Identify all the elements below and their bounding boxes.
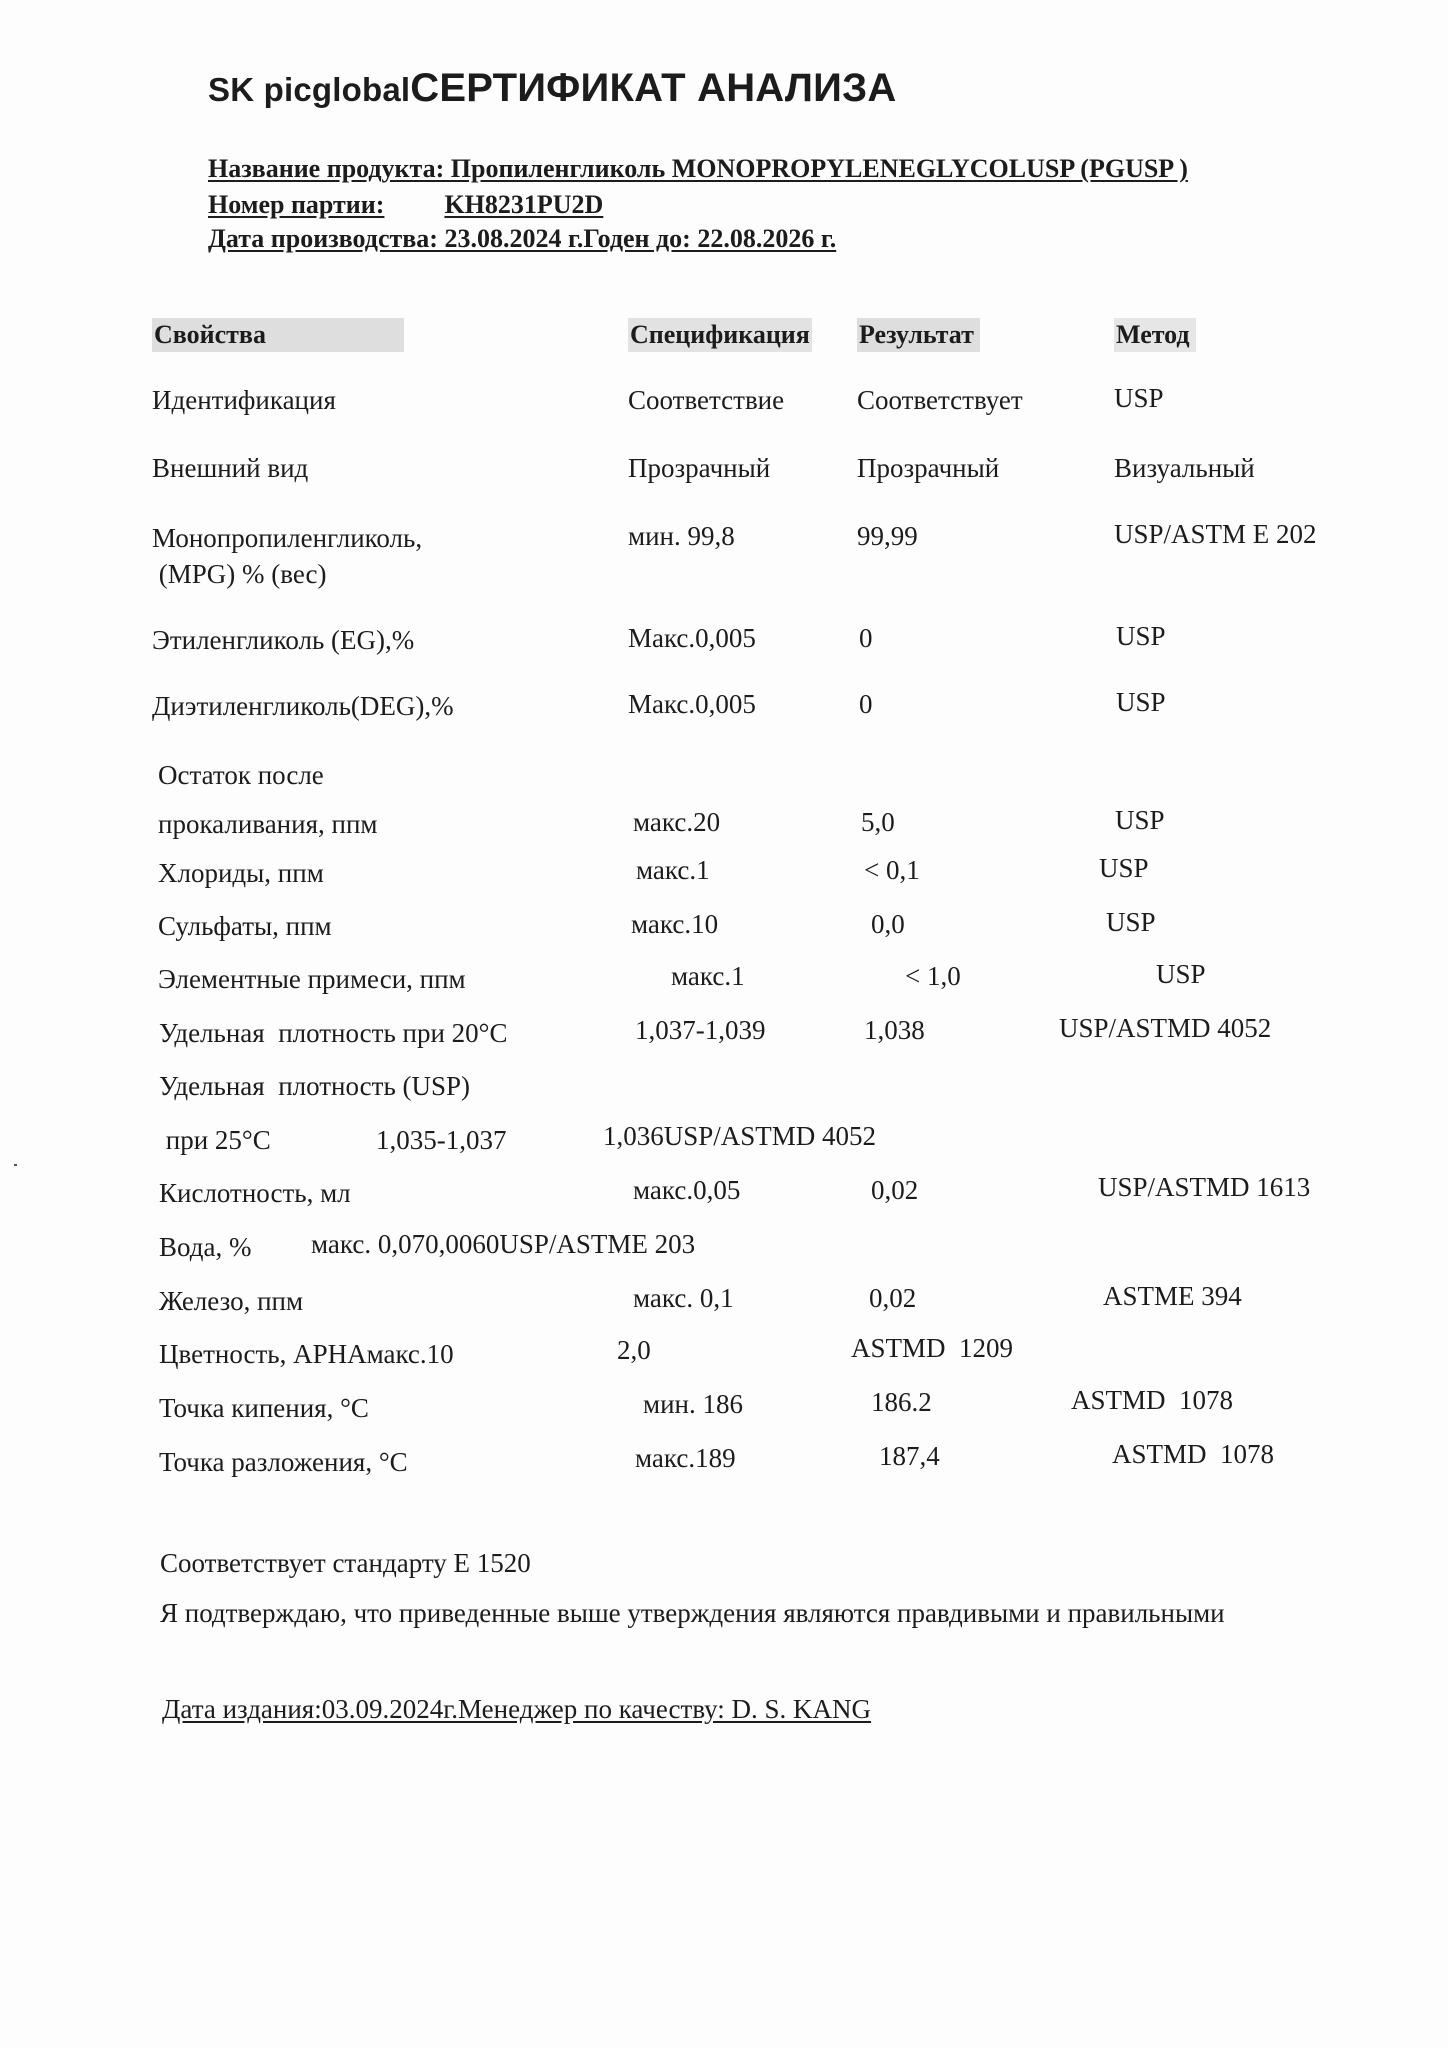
- row-property: Элементные примеси, ппм: [158, 964, 466, 994]
- header-specification: Спецификация: [628, 318, 812, 352]
- row-spec: макс.1: [636, 855, 710, 885]
- row-spec: мин. 186: [643, 1389, 743, 1419]
- row-spec: макс.20: [633, 807, 721, 837]
- dates-line: Дата производства: 23.08.2024 г.Годен до: 22.08.2026 г.: [208, 224, 837, 253]
- row-spec: Макс.0,005: [628, 689, 756, 719]
- batch-number-line: [208, 190, 603, 220]
- row-property: Монопропиленгликоль,: [152, 523, 423, 553]
- row-method: USP: [1099, 853, 1149, 883]
- row-spec: 1,037-1,039: [635, 1015, 766, 1045]
- row-method: USP/ASTMD 4052: [1059, 1013, 1272, 1043]
- row-spec: Соответствие: [628, 385, 785, 415]
- row-spec: макс.10: [631, 909, 719, 939]
- row-method: USP: [1116, 621, 1166, 651]
- row-result: 1,038: [864, 1015, 925, 1045]
- row-property: Точка разложения, °C: [159, 1447, 408, 1477]
- row-result: 0: [859, 623, 873, 653]
- header-method: Метод: [1114, 318, 1196, 352]
- row-method: ASTMD 1078: [1112, 1439, 1275, 1469]
- row-method: USP: [1114, 383, 1164, 413]
- row-result: 186.2: [871, 1387, 932, 1417]
- row-result: 99,99: [857, 521, 918, 551]
- row-spec: мин. 99,8: [628, 521, 735, 551]
- row-spec: Макс.0,005: [628, 623, 756, 653]
- row-property: Хлориды, ппм: [158, 858, 324, 888]
- row-result: 0,02: [869, 1283, 917, 1313]
- batch-label: Номер партии:: [208, 190, 385, 219]
- row-result: 0,02: [871, 1175, 919, 1205]
- row-property: Кислотность, мл: [159, 1178, 351, 1208]
- row-spec: Прозрачный: [628, 453, 771, 483]
- header-property: Свойства: [152, 318, 404, 352]
- row-spec: макс.189: [635, 1443, 736, 1473]
- row-property: Железо, ппм: [159, 1286, 304, 1316]
- row-method: USP/ASTM E 202: [1114, 519, 1317, 549]
- row-property: Этиленгликоль (EG),%: [152, 625, 415, 655]
- row-result: ASTMD 1209: [851, 1333, 1014, 1363]
- row-property-line2: (MPG) % (вес): [152, 559, 327, 589]
- product-name-line: Название продукта: Пропиленгликоль MONOPROPYLENEGLYCOLUSP (PGUSP ): [208, 154, 1188, 183]
- confirmation-statement: Я подтверждаю, что приведенные выше утверждения являются правдивыми и правильными: [160, 1598, 1225, 1628]
- standard-statement: Соответствует стандарту E 1520: [160, 1548, 531, 1578]
- row-spec: макс.1: [671, 961, 745, 991]
- row-result: < 1,0: [905, 961, 961, 991]
- row-method: USP: [1106, 907, 1156, 937]
- row-method: Визуальный: [1114, 453, 1255, 483]
- row-property: Остаток после: [158, 760, 324, 790]
- scan-speck: [14, 1164, 17, 1166]
- document-title: [208, 66, 896, 111]
- row-spec: макс.0,05: [633, 1175, 741, 1205]
- row-property-line2: при 25°C: [159, 1125, 271, 1155]
- row-method: ASTME 394: [1103, 1281, 1242, 1311]
- row-result: 0: [859, 689, 873, 719]
- header-result: Результат: [857, 318, 980, 352]
- row-property: Сульфаты, ппм: [158, 911, 332, 941]
- row-property-line2: прокаливания, ппм: [158, 809, 378, 839]
- issue-date-signature: Дата издания:03.09.2024г.Менеджер по качеству: D. S. KANG: [162, 1694, 872, 1724]
- row-result: 187,4: [879, 1441, 940, 1471]
- row-result: 5,0: [861, 807, 895, 837]
- row-spec: 1,035-1,037: [376, 1125, 507, 1155]
- row-result: Прозрачный: [857, 453, 1000, 483]
- row-property: Внешний вид: [152, 453, 309, 483]
- row-property: Вода, %: [159, 1232, 252, 1262]
- row-method: ASTMD 1078: [1071, 1385, 1234, 1415]
- certificate-title: СЕРТИФИКАТ АНАЛИЗА: [410, 66, 897, 110]
- row-spec: 2,0: [617, 1335, 651, 1365]
- row-property: Точка кипения, °C: [159, 1393, 369, 1423]
- batch-value: KH8231PU2D: [444, 190, 604, 219]
- row-method: USP: [1116, 687, 1166, 717]
- row-result: Соответствует: [857, 385, 1023, 415]
- row-method: USP: [1115, 805, 1165, 835]
- row-property: Удельная плотность при 20°C: [159, 1018, 508, 1048]
- row-result-method: 1,036USP/ASTMD 4052: [603, 1121, 877, 1151]
- row-property: Идентификация: [152, 385, 336, 415]
- row-method: USP: [1156, 959, 1206, 989]
- row-inline-values: макс. 0,070,0060USP/ASTME 203: [311, 1229, 696, 1259]
- row-spec: макс. 0,1: [633, 1283, 734, 1313]
- row-property: Удельная плотность (USP): [159, 1071, 471, 1101]
- row-result: < 0,1: [864, 855, 920, 885]
- row-property: Цветность, APHAмакс.10: [159, 1339, 454, 1369]
- row-result: 0,0: [871, 909, 905, 939]
- row-method: USP/ASTMD 1613: [1098, 1172, 1311, 1202]
- company-brand: SK picglobal: [208, 71, 411, 108]
- row-property: Диэтиленгликоль(DEG),%: [152, 691, 454, 721]
